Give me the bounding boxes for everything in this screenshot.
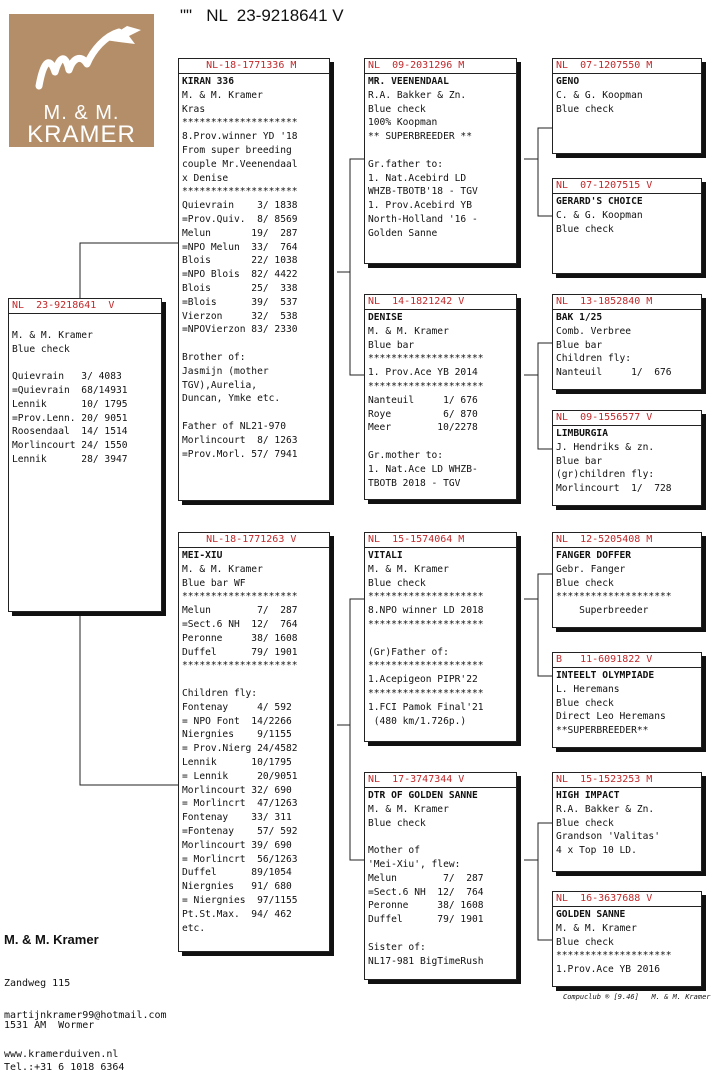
card-line: Blue check: [556, 103, 614, 115]
card-line: Blois 25/ 338: [182, 282, 298, 294]
card-line: 1. Prov.Ace YB 2014: [368, 367, 478, 379]
card-body: [365, 74, 516, 242]
card-line: ********************: [182, 186, 298, 198]
card-body: [553, 788, 701, 859]
card-line: [368, 144, 513, 158]
card-line: 4 x Top 10 LD.: [556, 845, 637, 857]
card-line: Roosendaal 14/ 1514: [12, 426, 128, 438]
dam-dam-card: [364, 772, 517, 980]
card-body: [365, 788, 516, 969]
card-line: (Gr)Father of:: [368, 646, 449, 658]
card-line: Jasmijn (mother: [182, 365, 269, 377]
card-line: =Quievrain 68/14931: [12, 384, 128, 396]
pigeon-name: MEI-XIU: [182, 550, 223, 561]
card-line: = Morlincrt 56/1263: [182, 853, 298, 865]
sire-sire-sire-card: [552, 58, 702, 154]
card-body: [553, 310, 701, 381]
card-line: 1.FCI Pamok Final'21: [368, 701, 484, 713]
card-line: [368, 632, 513, 646]
card-line: Melun 19/ 287: [182, 227, 298, 239]
card-line: Blue check: [556, 697, 614, 709]
card-line: 'Mei-Xiu', flew:: [368, 858, 461, 870]
brand-line-2: KRAMER: [27, 121, 136, 148]
dam-sire-dam-card: [552, 652, 702, 748]
ring-number: NL 14-1821242 V: [365, 295, 516, 310]
card-line: Duncan, Ymke etc.: [182, 393, 281, 405]
card-line: Duffel 79/ 1901: [368, 914, 484, 926]
card-line: Vierzon 32/ 538: [182, 310, 298, 322]
ring-number: NL 12-5205408 M: [553, 533, 701, 548]
ring-number: NL 09-2031296 M: [365, 59, 516, 74]
ring-number: NL 07-1207515 V: [553, 179, 701, 194]
card-body: [9, 314, 161, 468]
pigeon-name: DTR OF GOLDEN SANNE: [368, 790, 478, 801]
card-line: 1.Acepigeon PIPR'22: [368, 674, 478, 686]
sire-sire-card: [364, 58, 517, 264]
card-line: Direct Leo Heremans: [556, 711, 666, 723]
card-line: ********************: [368, 591, 484, 603]
card-body: [553, 907, 701, 978]
card-line: WHZB-TBOTB'18 - TGV: [368, 186, 478, 198]
card-line: Roye 6/ 870: [368, 408, 478, 420]
card-line: Superbreeder: [556, 605, 649, 617]
card-line: =NPO Melun 33/ 764: [182, 241, 298, 253]
card-line: Blue bar: [556, 339, 603, 351]
card-line: [368, 435, 513, 449]
card-line: M. & M. Kramer: [182, 89, 263, 101]
card-line: C. & G. Koopman: [556, 209, 643, 221]
card-line: Morlincourt 24/ 1550: [12, 440, 128, 452]
pigeon-name: KIRAN 336: [182, 76, 234, 87]
ring-number: NL 07-1207550 M: [553, 59, 701, 74]
page-title: "" NL 23-9218641 V: [180, 6, 344, 25]
card-line: M. & M. Kramer: [556, 922, 637, 934]
ring-number: NL 17-3747344 V: [365, 773, 516, 788]
card-line: **SUPERBREEDER**: [556, 725, 649, 737]
pigeon-name: GERARD'S CHOICE: [556, 196, 643, 207]
ring-number: NL 09-1556577 V: [553, 411, 701, 426]
pigeon-name: GOLDEN SANNE: [556, 909, 626, 920]
ring-number: NL 16-3637688 V: [553, 892, 701, 907]
card-line: x Denise: [182, 172, 229, 184]
pigeon-name: FANGER DOFFER: [556, 550, 632, 561]
card-line: M. & M. Kramer: [12, 329, 93, 341]
dam-card: [178, 532, 330, 952]
pigeon-name: HIGH IMPACT: [556, 790, 620, 801]
card-line: R.A. Bakker & Zn.: [368, 89, 467, 101]
card-line: Blue check: [556, 817, 614, 829]
card-line: Fontenay 33/ 311: [182, 812, 292, 824]
card-line: Gr.father to:: [368, 158, 444, 170]
pigeon-name: VITALI: [368, 550, 403, 561]
card-body: [365, 310, 516, 491]
card-line: R.A. Bakker & Zn.: [556, 803, 655, 815]
card-body: [553, 668, 701, 739]
card-line: 8.NPO winner LD 2018: [368, 605, 484, 617]
card-line: [12, 356, 158, 370]
card-line: = Morlincrt 47/1263: [182, 798, 298, 810]
card-line: C. & G. Koopman: [556, 89, 643, 101]
dam-dam-dam-card: [552, 891, 702, 987]
card-line: J. Hendriks & zn.: [556, 441, 655, 453]
card-line: Blue check: [12, 343, 70, 355]
ring-number: NL 15-1574064 M: [365, 533, 516, 548]
card-line: =Prov.Quiv. 8/ 8569: [182, 213, 298, 225]
card-line: Mother of: [368, 845, 420, 857]
card-line: ** SUPERBREEDER **: [368, 131, 472, 143]
card-line: [182, 673, 326, 687]
card-line: =NPO Blois 82/ 4422: [182, 269, 298, 281]
card-line: [368, 830, 513, 844]
card-line: Blue check: [368, 577, 426, 589]
card-line: ********************: [182, 117, 298, 129]
sire-card: [178, 58, 330, 501]
card-line: Meer 10/2278: [368, 422, 478, 434]
card-line: =Fontenay 57/ 592: [182, 825, 298, 837]
card-line: etc.: [182, 922, 206, 934]
card-line: M. & M. Kramer: [368, 803, 449, 815]
card-line: L. Heremans: [556, 683, 620, 695]
card-line: [368, 927, 513, 941]
card-line: =Prov.Morl. 57/ 7941: [182, 448, 298, 460]
dam-sire-card: [364, 532, 517, 742]
card-line: Blois 22/ 1038: [182, 255, 298, 267]
card-line: =Sect.6 NH 12/ 764: [182, 618, 298, 630]
sire-dam-card: [364, 294, 517, 500]
pigeon-name: MR. VEENENDAAL: [368, 76, 449, 87]
pigeon-name: [12, 315, 158, 329]
card-line: 100% Koopman: [368, 117, 438, 129]
card-line: M. & M. Kramer: [368, 325, 449, 337]
card-line: 1. Nat.Acebird LD: [368, 172, 467, 184]
card-line: 1. Prov.Acebird YB: [368, 200, 472, 212]
card-line: Children fly:: [556, 353, 632, 365]
card-body: [179, 74, 329, 462]
card-line: ********************: [368, 687, 484, 699]
ring-number: NL-18-1771336 M: [179, 59, 329, 74]
card-line: = Prov.Nierg 24/4582: [182, 743, 298, 755]
card-line: Melun 7/ 287: [368, 872, 484, 884]
card-line: ********************: [182, 591, 298, 603]
card-line: 8.Prov.winner YD '18: [182, 131, 298, 143]
ring-number: NL-18-1771263 V: [179, 533, 329, 548]
card-line: ********************: [368, 380, 484, 392]
card-line: Blue bar WF: [182, 577, 246, 589]
card-line: TGV),Aurelia,: [182, 379, 258, 391]
card-line: = Lennik 20/9051: [182, 770, 298, 782]
card-line: Sister of:: [368, 941, 426, 953]
card-line: Golden Sanne: [368, 227, 438, 239]
card-line: (480 km/1.726p.): [368, 715, 467, 727]
card-line: =Blois 39/ 537: [182, 296, 298, 308]
card-line: From super breeding: [182, 144, 292, 156]
card-line: Morlincourt 8/ 1263: [182, 434, 298, 446]
card-line: Blue check: [368, 103, 426, 115]
address-line-2: 1531 AM Wormer: [4, 1020, 95, 1031]
contact-info: [4, 983, 167, 1074]
card-line: NL17-981 BigTimeRush: [368, 955, 484, 967]
ring-number: B 11-6091822 V: [553, 653, 701, 668]
card-line: ********************: [368, 660, 484, 672]
card-line: Comb. Verbree: [556, 325, 632, 337]
card-line: Duffel 79/ 1901: [182, 646, 298, 658]
card-line: Lennik 10/ 1795: [12, 398, 128, 410]
brand-line-1: M. & M.: [43, 102, 120, 124]
card-line: Quievrain 3/ 4083: [12, 371, 122, 383]
card-line: M. & M. Kramer: [182, 563, 263, 575]
card-line: =Prov.Lenn. 20/ 9051: [12, 412, 128, 424]
ring-number: NL 23-9218641 V: [9, 299, 161, 314]
card-line: = Niergnies 97/1155: [182, 894, 298, 906]
pigeon-name: LIMBURGIA: [556, 428, 608, 439]
card-line: =NPOVierzon 83/ 2330: [182, 324, 298, 336]
sire-dam-dam-card: [552, 410, 702, 506]
card-line: ********************: [182, 660, 298, 672]
ring-number: NL 15-1523253 M: [553, 773, 701, 788]
card-line: Blue check: [368, 817, 426, 829]
card-line: Brother of:: [182, 351, 246, 363]
card-body: [553, 194, 701, 237]
card-line: Morlincourt 1/ 728: [556, 483, 672, 495]
ring-number: NL 13-1852840 M: [553, 295, 701, 310]
card-line: Pt.St.Max. 94/ 462: [182, 908, 292, 920]
card-line: Lennik 10/1795: [182, 756, 292, 768]
pigeon-name: GENO: [556, 76, 580, 87]
card-body: [553, 74, 701, 117]
card-line: Blue check: [556, 577, 614, 589]
card-body: [553, 426, 701, 497]
card-line: Father of NL21-970: [182, 420, 286, 432]
card-line: [182, 406, 326, 420]
card-body: [553, 548, 701, 619]
card-line: North-Holland '16 -: [368, 213, 478, 225]
subject-pedigree-card: [8, 298, 162, 612]
card-line: ********************: [368, 353, 484, 365]
card-line: [182, 337, 326, 351]
card-line: Blue check: [556, 223, 614, 235]
card-line: Morlincourt 32/ 690: [182, 784, 292, 796]
card-line: Duffel 89/1054: [182, 867, 292, 879]
card-line: Gr.mother to:: [368, 449, 444, 461]
card-line: 1.Prov.Ace YB 2016: [556, 964, 660, 976]
card-line: Quievrain 3/ 1838: [182, 200, 298, 212]
card-line: ********************: [556, 950, 672, 962]
card-line: ********************: [556, 591, 672, 603]
card-body: [365, 548, 516, 729]
card-line: Niergnies 9/1155: [182, 729, 292, 741]
sire-sire-dam-card: [552, 178, 702, 274]
card-line: Nanteuil 1/ 676: [556, 367, 672, 379]
card-line: M. & M. Kramer: [368, 563, 449, 575]
card-line: Morlincourt 39/ 690: [182, 839, 292, 851]
sire-dam-sire-card: [552, 294, 702, 390]
card-line: Blue bar: [556, 455, 603, 467]
card-line: Kras: [182, 103, 206, 115]
card-line: Blue bar: [368, 339, 415, 351]
card-line: TBOTB 2018 - TGV: [368, 477, 461, 489]
card-line: Gebr. Fanger: [556, 563, 626, 575]
pigeon-name: BAK 1/25: [556, 312, 603, 323]
owner-name: M. & M. Kramer: [4, 932, 99, 947]
software-credit: Compuclub ® [9.46] M. & M. Kramer: [563, 993, 711, 1001]
dam-sire-sire-card: [552, 532, 702, 628]
email-link[interactable]: martijnkramer99@hotmail.com: [4, 1010, 167, 1021]
card-line: Niergnies 91/ 680: [182, 881, 292, 893]
address-line-1: Zandweg 115: [4, 978, 71, 989]
card-line: ********************: [368, 618, 484, 630]
card-line: Fontenay 4/ 592: [182, 701, 292, 713]
card-line: 1. Nat.Ace LD WHZB-: [368, 463, 478, 475]
card-line: Children fly:: [182, 687, 258, 699]
card-line: couple Mr.Veenendaal: [182, 158, 298, 170]
pigeon-name: DENISE: [368, 312, 403, 323]
phone: Tel.:+31 6 1018 6364: [4, 1062, 125, 1073]
card-line: =Sect.6 NH 12/ 764: [368, 886, 484, 898]
card-body: [179, 548, 329, 936]
dam-dam-sire-card: [552, 772, 702, 872]
card-line: Peronne 38/ 1608: [182, 632, 298, 644]
card-line: (gr)children fly:: [556, 469, 655, 481]
card-line: Melun 7/ 287: [182, 605, 298, 617]
card-line: Nanteuil 1/ 676: [368, 394, 478, 406]
pigeon-name: INTEELT OLYMPIADE: [556, 670, 655, 681]
card-line: Grandson 'Valitas': [556, 831, 660, 843]
website-link[interactable]: www.kramerduiven.nl: [4, 1049, 119, 1060]
card-line: Peronne 38/ 1608: [368, 900, 484, 912]
card-line: = NPO Font 14/2266: [182, 715, 292, 727]
card-line: Lennik 28/ 3947: [12, 453, 128, 465]
card-line: Blue check: [556, 936, 614, 948]
